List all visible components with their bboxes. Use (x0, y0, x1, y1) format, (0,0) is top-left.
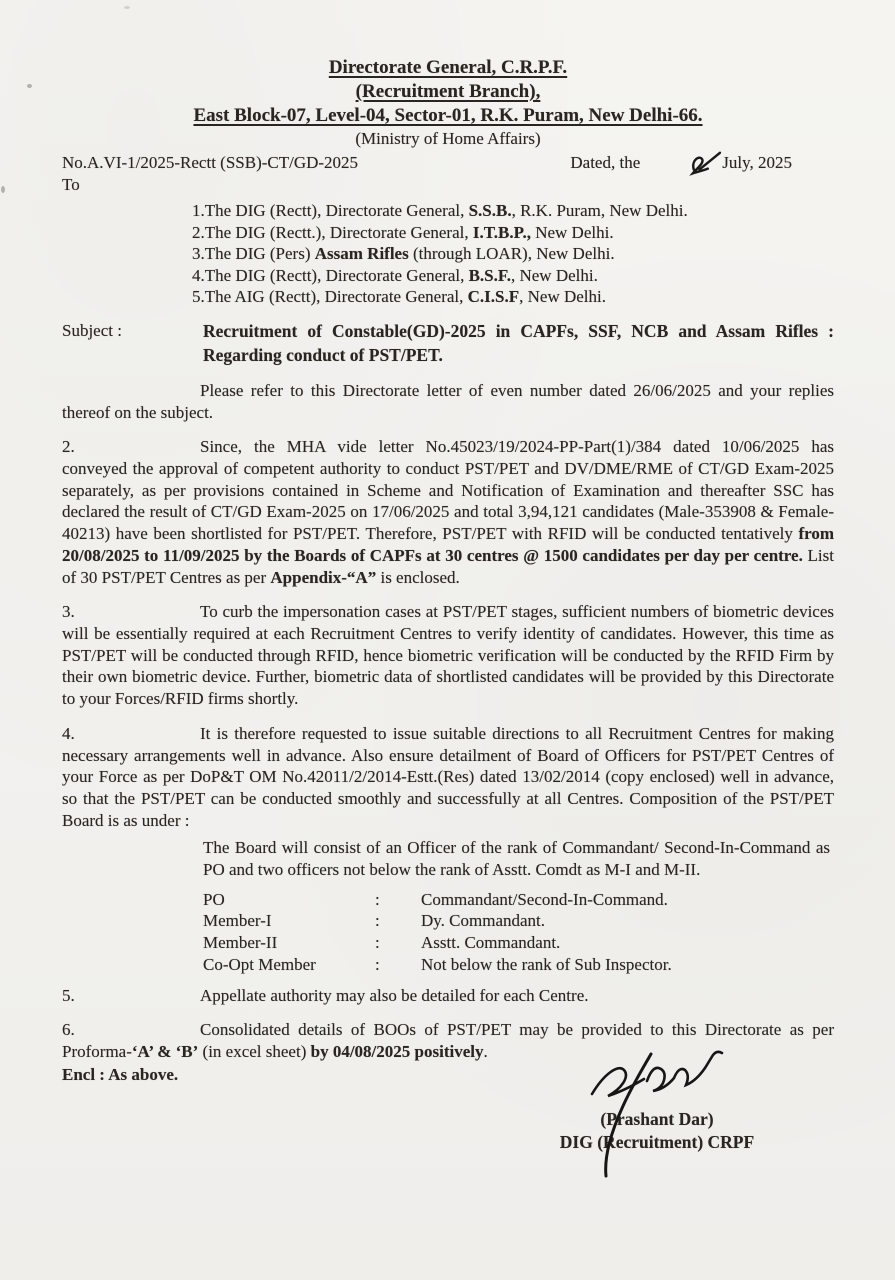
para-text: To curb the impersonation cases at PST/PET stages, sufficient numbers of biometric devices will be essentially required at each Recruitment Centres to verify identity of candidates. However, this time as PST/PET will be conducted through RFID, hence biometric verification will be conducted by the RFID Firm by their own biometric device. Further, biometric data of shortlisted candidates will be provided by this Directorate to your Forces/RFID firms shortly. (62, 602, 834, 709)
handwritten-day-mark (686, 150, 724, 178)
para-5 (62, 985, 834, 1007)
signature-block (532, 1108, 782, 1154)
enclosure-note: Encl : As above. (62, 1064, 179, 1084)
date-text: July, 2025 (722, 153, 792, 172)
para-6 (62, 1019, 834, 1062)
row-label: Member-I (203, 911, 272, 931)
branch-title: (Recruitment Branch), (355, 81, 541, 102)
reference-row (62, 150, 834, 174)
signatory-name: (Prashant Dar) (600, 1108, 714, 1129)
table-row (203, 910, 834, 932)
para-number: 4. (62, 723, 75, 743)
para-4 (62, 723, 834, 832)
subject-label: Subject : (62, 320, 122, 340)
letter-content (62, 56, 834, 1154)
to-label: To (62, 175, 80, 194)
letter-number: No.A.VI-1/2025-Rectt (SSB)-CT/GD-2025 (62, 153, 359, 172)
row-separator: : (375, 889, 380, 909)
row-separator: : (375, 954, 380, 974)
board-composition-intro: The Board will consist of an Officer of the rank of Commandant/ Second-In-Command as PO and two officers not below the rank of Asstt. Comdt as M-I and M-II. (203, 838, 830, 880)
para-text: Since, the MHA vide letter No.45023/19/2024-PP-Part(1)/384 dated 10/06/2025 has conveyed the approval of competent authority to conduct PST/PET and DV/DME/RME of CT/GD Exam-2025 separately, as per provisions contained in Scheme and Notification of Examination and thereafter SSC has declared the result of CT/GD Exam-2025 on 17/06/2025 and total 3,94,121 candidates (Male-353908 & Female-40213) have been shortlisted for PST/PET. Therefore, PST/PET with RFID will be conducted tentatively from 20/08/2025 to 11/09/2025 by the Boards of CAPFs at 30 centres @ 1500 candidates per day per centre. List of 30 PST/PET Centres as per Appendix-“A” is enclosed. (62, 437, 834, 587)
row-value: Asstt. Commandant. (421, 933, 561, 953)
row-label: Co-Opt Member (203, 954, 316, 974)
address-line: East Block-07, Level-04, Sector-01, R.K. Puram, New Delhi-66. (193, 105, 703, 126)
table-row (203, 954, 834, 976)
row-value: Commandant/Second-In-Command. (421, 889, 668, 909)
recipient-line: 2.The DIG (Rectt.), Directorate General, I.T.B.P., New Delhi. (192, 222, 614, 242)
ministry-line: (Ministry of Home Affairs) (355, 129, 541, 148)
subject-row (62, 319, 834, 367)
para-2 (62, 436, 834, 588)
signatory-designation: DIG (Recruitment) CRPF (559, 1131, 755, 1152)
org-title: Directorate General, C.R.P.F. (328, 57, 568, 78)
scan-speck (27, 84, 32, 88)
para-text: It is therefore requested to issue suitable directions to all Recruitment Centres for making necessary arrangements well in advance. Also ensure detailment of Board of Officers for PST/PET Centres of your Force as per DoP&T OM No.42011/2/2014-Estt.(Res) dated 13/02/2014 (copy enclosed) well in advance, so that the PST/PET can be conducted smoothly and successfully at all Centres. Composition of the PST/PET Board is as under : (62, 723, 834, 830)
recipient-list (192, 200, 834, 308)
para-number: 2. (62, 437, 75, 457)
row-value: Not below the rank of Sub Inspector. (421, 954, 672, 974)
row-value: Dy. Commandant. (421, 911, 546, 931)
row-label: Member-II (203, 933, 278, 953)
table-row (203, 889, 834, 911)
table-row (203, 932, 834, 954)
para-text: Appellate authority may also be detailed for each Centre. (200, 985, 589, 1005)
row-separator: : (375, 911, 380, 931)
para-number: 6. (62, 1020, 75, 1040)
recipient-line: 4.The DIG (Rectt), Directorate General, B.S.F., New Delhi. (192, 265, 598, 285)
dated-label: Dated, the (570, 153, 641, 172)
recipient-line: 3.The DIG (Pers) Assam Rifles (through LOAR), New Delhi. (192, 244, 615, 264)
scan-speck (124, 6, 130, 9)
subject-text: Recruitment of Constable(GD)-2025 in CAPFs, SSF, NCB and Assam Rifles : Regarding conduct of PST/PET. (203, 320, 834, 365)
scan-speck (1, 186, 5, 193)
para-3 (62, 601, 834, 710)
recipient-line: 1.The DIG (Rectt), Directorate General, S.S.B., R.K. Puram, New Delhi. (192, 201, 688, 220)
date-group (570, 150, 792, 174)
para-intro: Please refer to this Directorate letter of even number dated 26/06/2025 and your replies thereof on the subject. (62, 380, 834, 422)
para-number: 5. (62, 985, 75, 1005)
para-number: 3. (62, 602, 75, 622)
para-text: Consolidated details of BOOs of PST/PET may be provided to this Directorate as per Proforma-‘A’ & ‘B’ (in excel sheet) by 04/08/2025 positively. (62, 1020, 834, 1061)
recipient-line: 5.The AIG (Rectt), Directorate General, C.I.S.F, New Delhi. (192, 287, 607, 307)
row-label: PO (203, 889, 225, 909)
row-separator: : (375, 933, 380, 953)
board-table (203, 889, 834, 976)
